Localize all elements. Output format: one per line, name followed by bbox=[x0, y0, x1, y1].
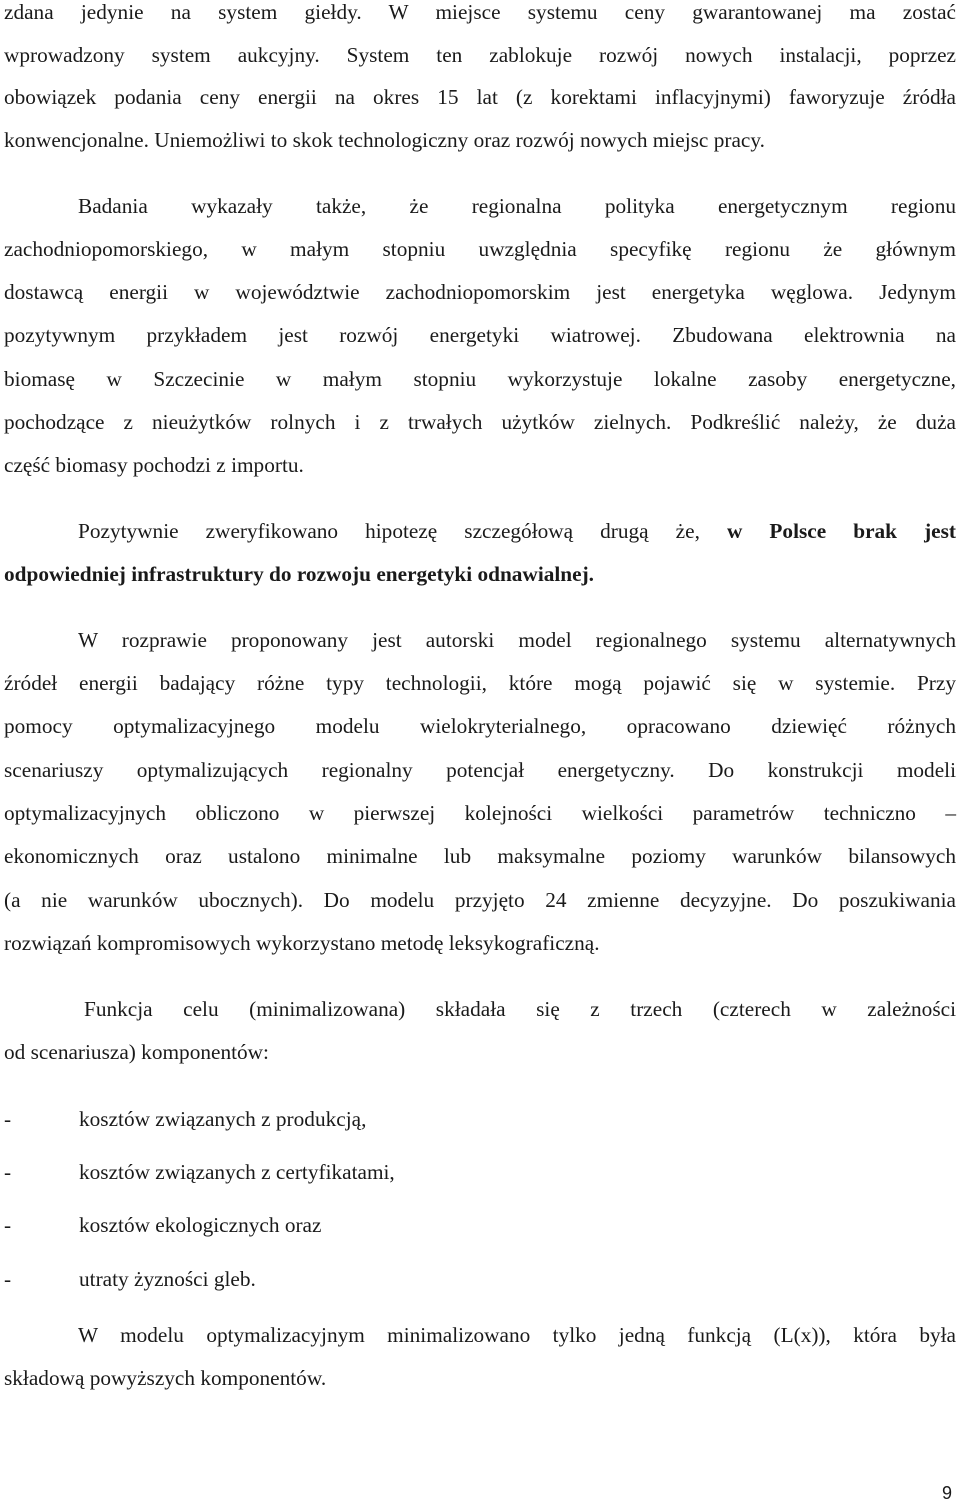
paragraph-6-line-2: składową powyższych komponentów. bbox=[4, 1366, 327, 1390]
paragraph-1-line-1: zdana jedynie na system giełdy. W miejsce systemu ceny gwarantowanej ma zostać bbox=[4, 0, 956, 24]
paragraph-1-line-3: obowiązek podania ceny energii na okres 15 lat (z korektami inflacyjnymi) faworyzuje źródła bbox=[4, 85, 956, 109]
paragraph-4-line-5: optymalizacyjnych obliczono w pierwszej kolejności wielkości parametrów techniczno – bbox=[4, 801, 956, 825]
list-item-text: kosztów ekologicznych oraz bbox=[79, 1213, 322, 1237]
paragraph-1-line-4: konwencjonalne. Uniemożliwi to skok technologiczny oraz rozwój nowych miejsc pracy. bbox=[4, 128, 765, 152]
paragraph-1-line-2: wprowadzony system aukcyjny. System ten zablokuje rozwój nowych instalacji, poprzez bbox=[4, 43, 956, 67]
paragraph-2-line-2: zachodniopomorskiego, w małym stopniu uwzględnia specyfikę regionu że głównym bbox=[4, 237, 956, 261]
list-item bbox=[4, 1210, 956, 1240]
list-dash: - bbox=[4, 1213, 12, 1237]
document-page bbox=[4, 0, 956, 1509]
list-item bbox=[4, 1104, 956, 1134]
list-item-text: kosztów związanych z produkcją, bbox=[79, 1107, 367, 1131]
hypothesis-intro: Pozytywnie zweryfikowano hipotezę szczegółową drugą że, bbox=[78, 519, 700, 543]
paragraph-4-line-1: W rozprawie proponowany jest autorski model regionalnego systemu alternatywnych bbox=[78, 628, 956, 652]
paragraph-4-line-3: pomocy optymalizacyjnego modelu wielokryterialnego, opracowano dziewięć różnych bbox=[4, 714, 956, 738]
list-item bbox=[4, 1264, 956, 1294]
paragraph-2-line-4: pozytywnym przykładem jest rozwój energetyki wiatrowej. Zbudowana elektrownia na bbox=[4, 323, 956, 347]
paragraph-2-line-6: pochodzące z nieużytków rolnych i z trwałych użytków zielnych. Podkreślić należy, że duża bbox=[4, 410, 956, 434]
hypothesis-line-2: odpowiedniej infrastruktury do rozwoju energetyki odnawialnej. bbox=[4, 562, 595, 586]
paragraph-2-line-3: dostawcą energii w województwie zachodniopomorskim jest energetyka węglowa. Jedynym bbox=[4, 280, 956, 304]
list-item-text: utraty żyzności gleb. bbox=[79, 1267, 256, 1291]
list-item bbox=[4, 1157, 956, 1187]
list-item-text: kosztów związanych z certyfikatami, bbox=[79, 1160, 395, 1184]
paragraph-5-line-1: Funkcja celu (minimalizowana) składała się z trzech (czterech w zależności bbox=[84, 997, 956, 1021]
hypothesis-line-1 bbox=[4, 516, 956, 546]
paragraph-4-line-8: rozwiązań kompromisowych wykorzystano metodę leksykograficzną. bbox=[4, 931, 600, 955]
paragraph-4-line-2: źródeł energii badający różne typy technologii, które mogą pojawić się w systemie. Przy bbox=[4, 671, 956, 695]
paragraph-2-line-7: część biomasy pochodzi z importu. bbox=[4, 453, 304, 477]
page-number: 9 bbox=[941, 1483, 952, 1503]
paragraph-4-line-4: scenariuszy optymalizujących regionalny potencjał energetyczny. Do konstrukcji modeli bbox=[4, 758, 956, 782]
paragraph-2-line-5: biomasę w Szczecinie w małym stopniu wykorzystuje lokalne zasoby energetyczne, bbox=[4, 367, 956, 391]
paragraph-2-line-1: Badania wykazały także, że regionalna polityka energetycznym regionu bbox=[78, 194, 956, 218]
paragraph-4-line-6: ekonomicznych oraz ustalono minimalne lub maksymalne poziomy warunków bilansowych bbox=[4, 844, 956, 868]
list-dash: - bbox=[4, 1107, 12, 1131]
list-dash: - bbox=[4, 1160, 12, 1184]
hypothesis-bold-start: w Polsce brak jest bbox=[726, 519, 956, 543]
list-dash: - bbox=[4, 1267, 12, 1291]
paragraph-5-line-2: od scenariusza) komponentów: bbox=[4, 1040, 269, 1064]
paragraph-4-line-7: (a nie warunków ubocznych). Do modelu przyjęto 24 zmienne decyzyjne. Do poszukiwania bbox=[4, 888, 956, 912]
paragraph-6-line-1: W modelu optymalizacyjnym minimalizowano tylko jedną funkcją (L(x)), która była bbox=[78, 1323, 956, 1347]
